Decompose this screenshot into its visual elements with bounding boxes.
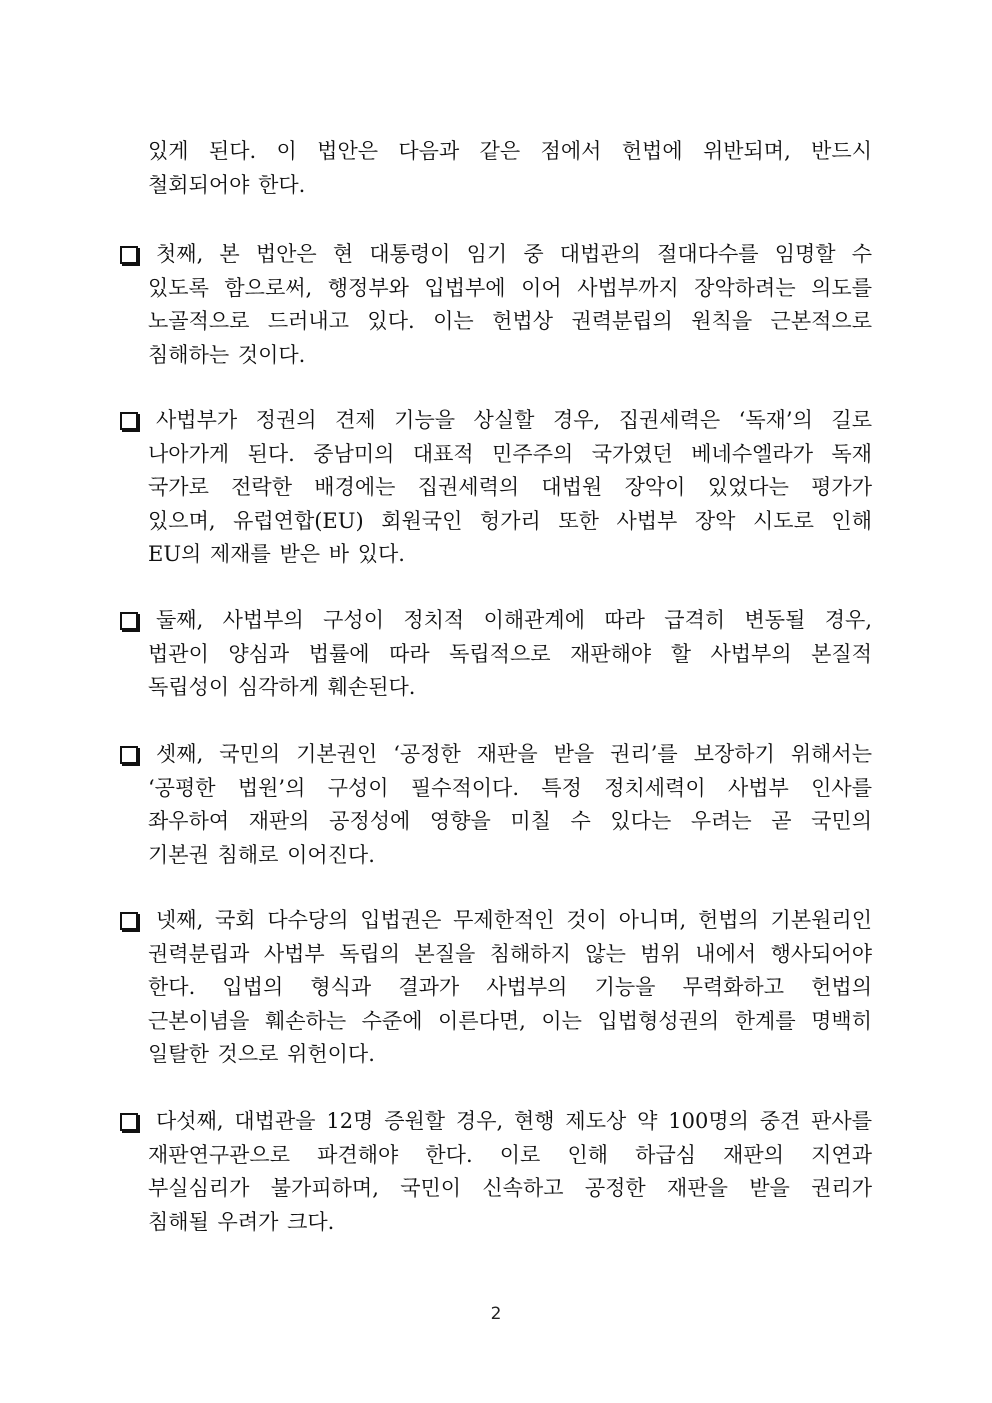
item-line: 다섯째, 대법관을 12명 증원할 경우, 현행 제도상 약 100명의 중견 판사를	[156, 1109, 872, 1133]
intro-line-1: 있게 된다. 이 법안은 다음과 같은 점에서 헌법에 위반되며, 반드시	[148, 139, 872, 163]
item-line: 근본이념을 훼손하는 수준에 이른다면, 이는 입법형성권의 한계를 명백히	[148, 1009, 872, 1033]
item-line: 한다. 입법의 형식과 결과가 사법부의 기능을 무력화하고 헌법의	[148, 975, 872, 999]
page-number: 2	[490, 1304, 502, 1324]
checkbox-bullet-icon	[120, 912, 138, 930]
item-line: 권력분립과 사법부 독립의 본질을 침해하지 않는 범위 내에서 행사되어야	[148, 942, 872, 966]
item-line: 나아가게 된다. 중남미의 대표적 민주주의 국가였던 베네수엘라가 독재	[148, 442, 872, 466]
checkbox-bullet-icon	[120, 612, 138, 630]
item-line: 부실심리가 불가피하며, 국민이 신속하고 공정한 재판을 받을 권리가	[148, 1176, 872, 1200]
item-line: 국가로 전락한 배경에는 집권세력의 대법원 장악이 있었다는 평가가	[148, 475, 872, 499]
checkbox-bullet-icon	[120, 1113, 138, 1131]
item-line: EU의 제재를 받은 바 있다.	[148, 542, 405, 566]
item-line: 둘째, 사법부의 구성이 정치적 이해관계에 따라 급격히 변동될 경우,	[156, 608, 872, 632]
item-line: 있도록 함으로써, 행정부와 입법부에 이어 사법부까지 장악하려는 의도를	[148, 276, 872, 300]
intro-line-2: 철회되어야 한다.	[148, 173, 306, 197]
item-line: 노골적으로 드러내고 있다. 이는 헌법상 권력분립의 원칙을 근본적으로	[148, 309, 872, 333]
item-line: 일탈한 것으로 위헌이다.	[148, 1042, 375, 1066]
item-line: 법관이 양심과 법률에 따라 독립적으로 재판해야 할 사법부의 본질적	[148, 642, 872, 666]
checkbox-bullet-icon	[120, 412, 138, 430]
item-line: 넷째, 국회 다수당의 입법권은 무제한적인 것이 아니며, 헌법의 기본원리인	[156, 908, 872, 932]
checkbox-bullet-icon	[120, 246, 138, 264]
item-line: 셋째, 국민의 기본권인 ‘공정한 재판을 받을 권리’를 보장하기 위해서는	[156, 742, 872, 766]
item-line: 좌우하여 재판의 공정성에 영향을 미칠 수 있다는 우려는 곧 국민의	[148, 809, 872, 833]
item-line: 재판연구관으로 파견해야 한다. 이로 인해 하급심 재판의 지연과	[148, 1143, 872, 1167]
item-line: 기본권 침해로 이어진다.	[148, 843, 375, 867]
item-line: 있으며, 유럽연합(EU) 회원국인 헝가리 또한 사법부 장악 시도로 인해	[148, 509, 872, 533]
item-line: 침해하는 것이다.	[148, 343, 306, 367]
item-line: 사법부가 정권의 견제 기능을 상실할 경우, 집권세력은 ‘독재’의 길로	[156, 408, 872, 432]
item-line: 침해될 우려가 크다.	[148, 1210, 335, 1234]
checkbox-bullet-icon	[120, 746, 138, 764]
item-line: ‘공평한 법원’의 구성이 필수적이다. 특정 정치세력이 사법부 인사를	[148, 776, 872, 800]
item-line: 독립성이 심각하게 훼손된다.	[148, 675, 416, 699]
item-line: 첫째, 본 법안은 현 대통령이 임기 중 대법관의 절대다수를 임명할 수	[156, 242, 872, 266]
